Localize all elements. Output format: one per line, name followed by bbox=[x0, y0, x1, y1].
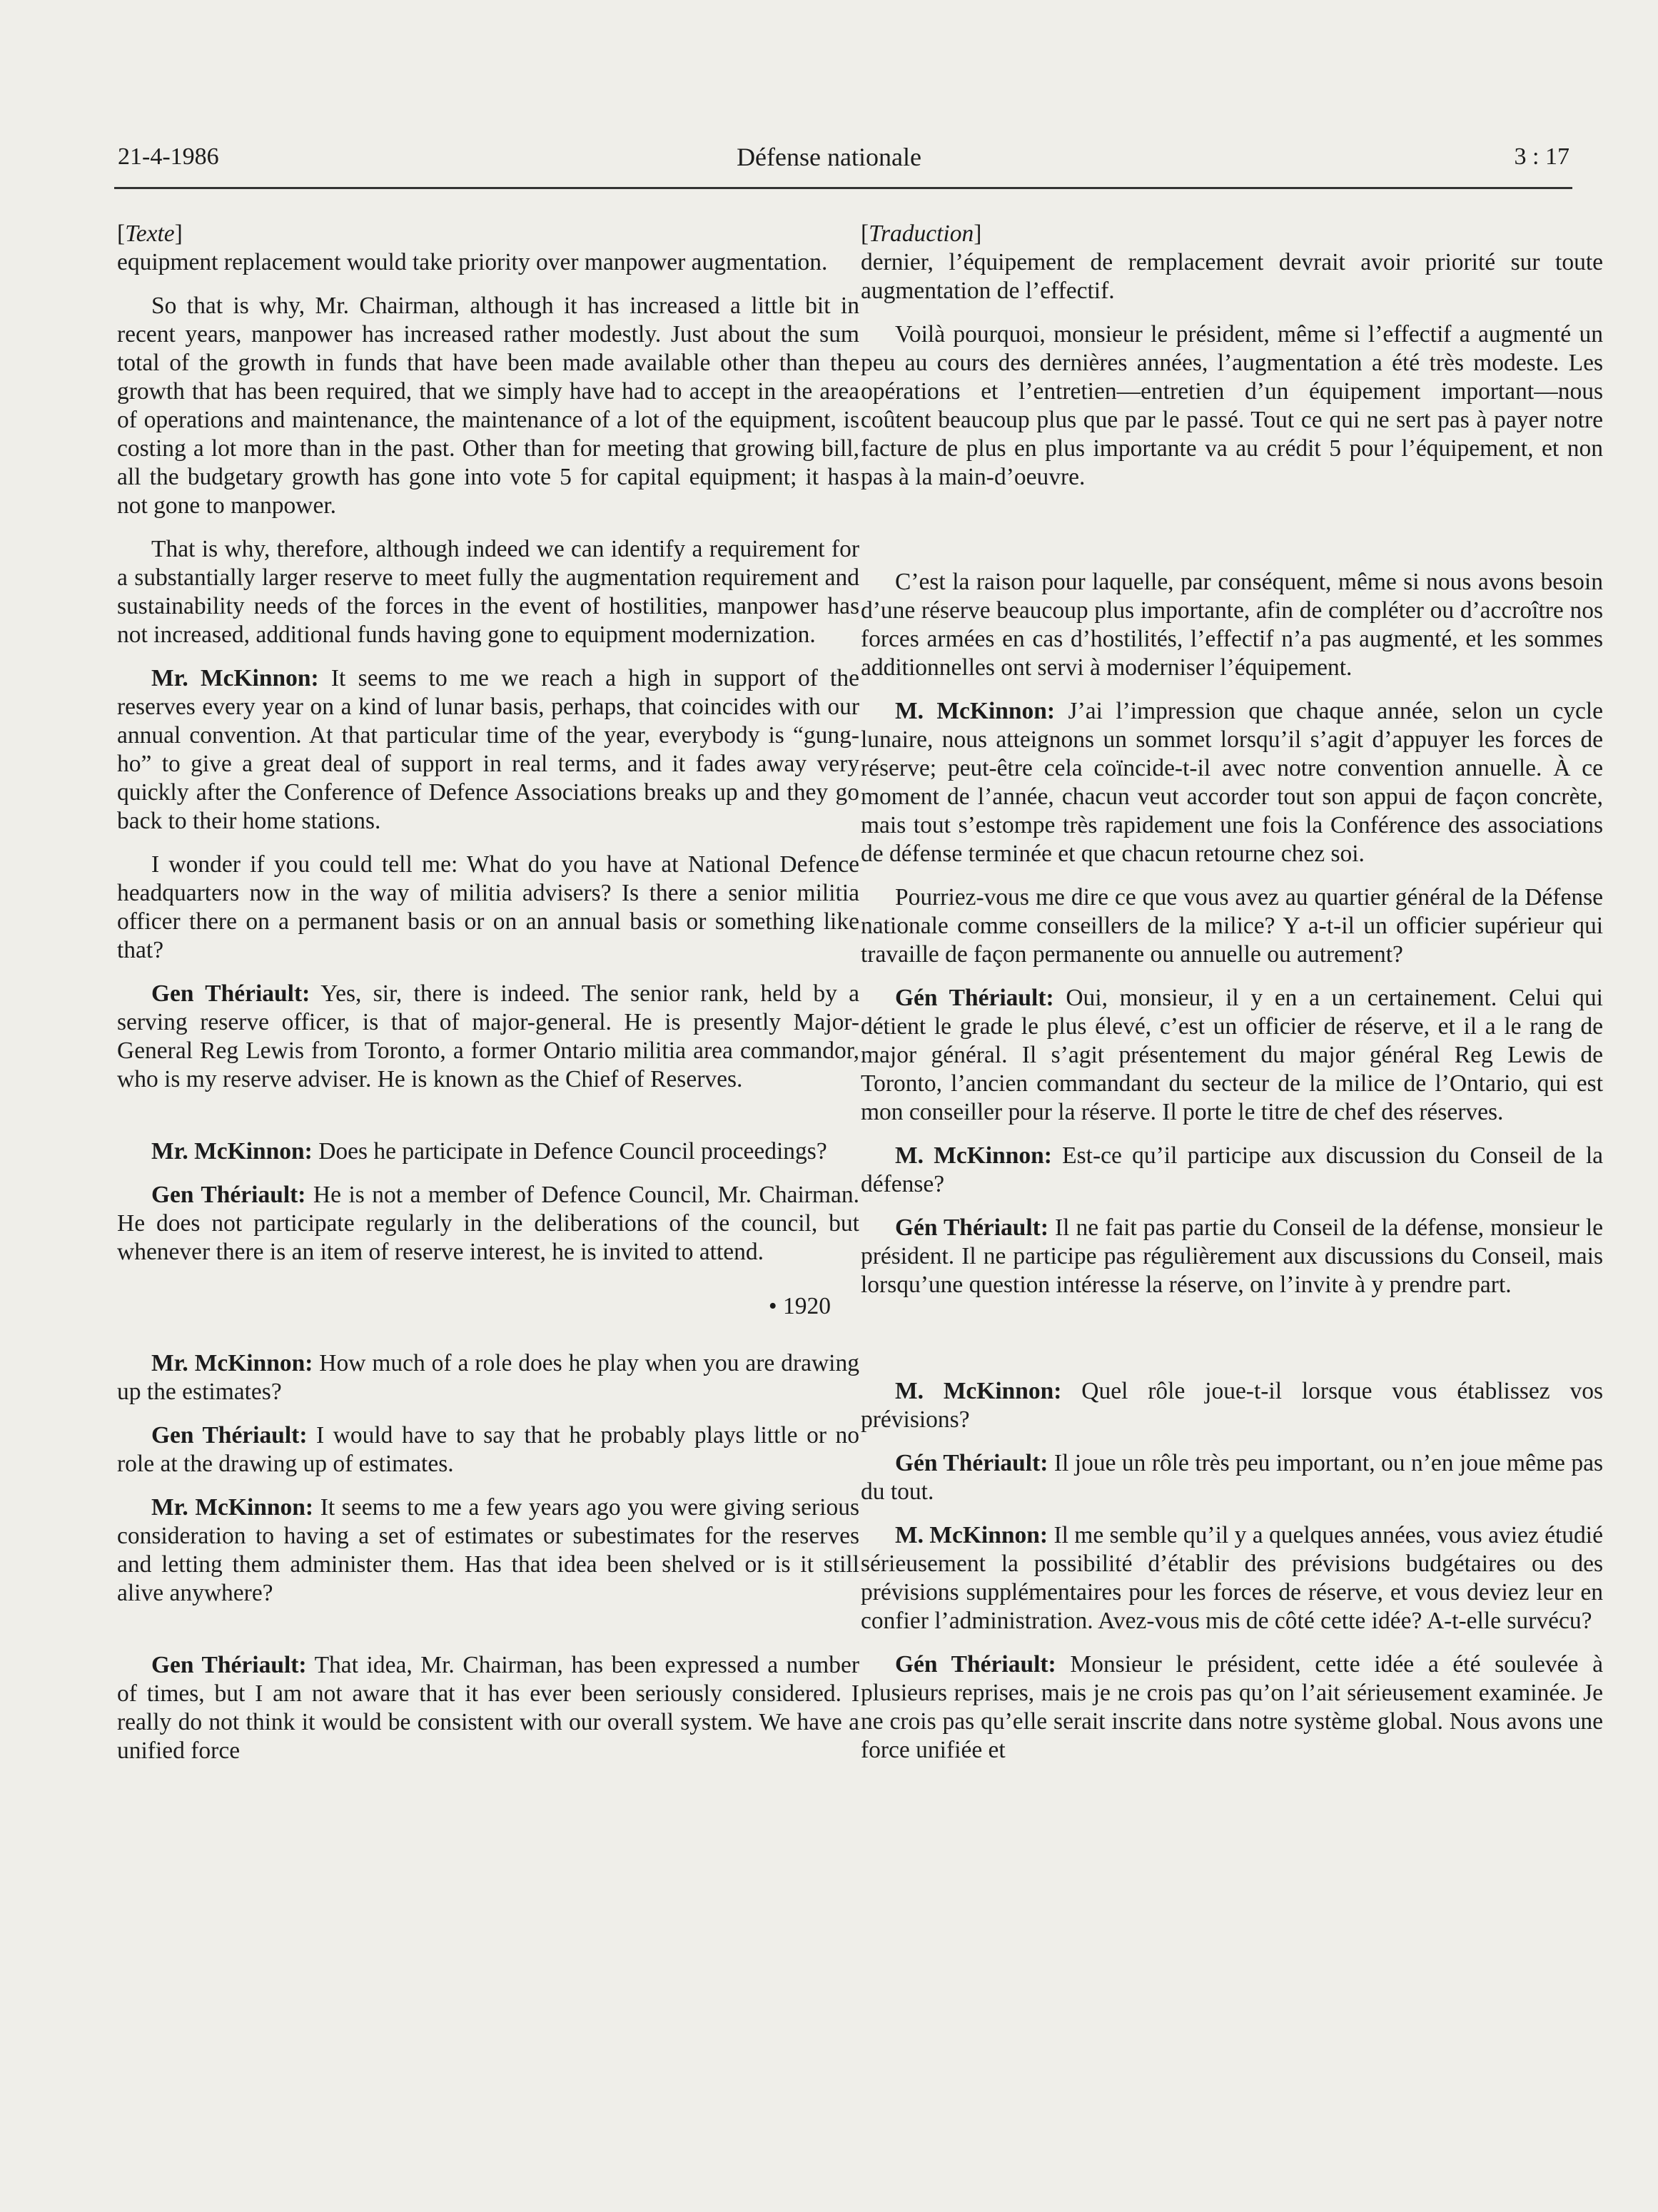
speaker-paragraph bbox=[117, 1421, 859, 1478]
speech-text: Does he participate in Defence Council proceedings? bbox=[312, 1138, 827, 1165]
speaker-paragraph bbox=[861, 1521, 1603, 1635]
speaker-name: Mr. McKinnon: bbox=[151, 1350, 313, 1376]
speaker-paragraph bbox=[117, 1137, 859, 1166]
speaker-name: M. McKinnon: bbox=[895, 1142, 1052, 1169]
speech-text: It seems to me a few years ago you were giving serious consideration to having a set of estimates or subestimates for the reserves and letting them administer them. Has that idea been shelved or is it still alive anywhere? bbox=[117, 1494, 859, 1606]
speaker-name: Mr. McKinnon: bbox=[151, 1138, 313, 1165]
paragraph: dernier, l’équipement de remplacement devrait avoir priorité sur toute augmentation de l’effectif. bbox=[861, 249, 1603, 304]
speaker-name: Gen Thériault: bbox=[151, 1182, 306, 1208]
speaker-paragraph bbox=[861, 1377, 1603, 1434]
speaker-paragraph bbox=[117, 1651, 859, 1765]
header-title: Défense nationale bbox=[737, 143, 921, 171]
speaker-name: M. McKinnon: bbox=[895, 698, 1056, 724]
speech-text: How much of a role does he play when you are drawing up the estimates? bbox=[117, 1350, 859, 1405]
speaker-name: Gén Thériault: bbox=[895, 1450, 1048, 1476]
speech-text: Monsieur le président, cette idée a été soulevée à plusieurs reprises, mais je ne crois pas qu’on l’ait sérieusement examinée. Je ne crois pas qu’elle serait inscrite dans notre système global. Nous avons une force unifiée et bbox=[861, 1651, 1603, 1763]
speech-text: J’ai l’impression que chaque année, selon un cycle lunaire, nous atteignons un sommet lorsqu’il s’agit d’appuyer les forces de réserve; peut-être cela coïncide-t-il avec notre convention annuelle. À ce moment de l’année, chacun veut accorder tout son appui de façon concrète, mais tout s’estompe très rapidement une fois la Conférence des associations de défense terminée et que chacun retourne chez soi. bbox=[861, 698, 1604, 867]
paragraph: C’est la raison pour laquelle, par conséquent, même si nous avons besoin d’une réserve beaucoup plus importante, afin de compléter ou d’accroître nos forces armées en cas d’hostilités, l’effectif n’a pas augmenté, et les sommes additionnelles ont servi à moderniser l’équipement. bbox=[861, 569, 1603, 681]
speaker-paragraph bbox=[861, 1449, 1603, 1506]
speech-text: Il joue un rôle très peu important, ou n’en joue même pas du tout. bbox=[861, 1450, 1603, 1505]
speaker-paragraph bbox=[861, 697, 1603, 868]
speaker-name: Gén Thériault: bbox=[895, 1651, 1056, 1678]
speaker-name: M. McKinnon: bbox=[895, 1378, 1062, 1404]
speech-text: Est-ce qu’il participe aux discussion du Conseil de la défense? bbox=[861, 1142, 1603, 1197]
speaker-paragraph bbox=[861, 1142, 1603, 1199]
header-date: 21-4-1986 bbox=[118, 143, 219, 170]
header-page-number: 3 : 17 bbox=[1514, 143, 1569, 170]
speaker-paragraph bbox=[117, 664, 859, 836]
paragraph: I wonder if you could tell me: What do you have at National Defence headquarters now in the way of militia advisers? Is there a senior militia officer there on a permanent basis or on an annual basis or something like that? bbox=[117, 851, 859, 963]
paragraph: So that is why, Mr. Chairman, although it has increased a little bit in recent years, manpower has increased rather modestly. Just about the sum total of the growth in funds that have been made available other than the growth that has been required, that we simply have had to accept in the area of operations and maintenance, the maintenance of a lot of the equipment, is costing a lot more than in the past. Other than for meeting that growing bill, all the budgetary growth has gone into vote 5 for capital equipment; it has not gone to manpower. bbox=[117, 293, 859, 519]
left-column bbox=[117, 220, 859, 1780]
paragraph: Voilà pourquoi, monsieur le président, même si l’effectif a augmenté un peu au cours des dernières années, l’augmentation a été très modeste. Les opérations et l’entretien—entretien d’un équipement important—nous coûtent beaucoup plus que par le passé. Tout ce qui ne sert pas à payer notre facture de plus en plus importante va au crédit 5 pour l’équipement, et non pas à la main-d’oeuvre. bbox=[861, 321, 1603, 490]
speech-text: That idea, Mr. Chairman, has been expressed a number of times, but I am not aware that it has ever been seriously considered. I really do not think it would be consistent with our overall system. We have a unified force bbox=[117, 1652, 859, 1764]
paragraph: Pourriez-vous me dire ce que vous avez au quartier général de la Défense nationale comme conseillers de la milice? Y a-t-il un officier supérieur qui travaille de façon permanente ou annuelle ou autrement? bbox=[861, 884, 1603, 968]
column-tag: [Traduction] bbox=[861, 220, 982, 247]
speech-text: It seems to me we reach a high in support of the reserves every year on a kind of lunar basis, perhaps, that coincides with our annual convention. At that particular time of the year, everybody is “gung-ho” to give a great deal of support in real terms, and it fades away very quickly after the Conference of Defence Associations breaks up and they go back to their home stations. bbox=[117, 665, 859, 834]
speaker-name: Gén Thériault: bbox=[895, 1214, 1048, 1241]
time-marker: • 1920 bbox=[768, 1293, 831, 1319]
speaker-paragraph bbox=[861, 984, 1603, 1127]
speaker-name: Gén Thériault: bbox=[895, 985, 1054, 1011]
speaker-name: Mr. McKinnon: bbox=[151, 1494, 314, 1521]
speaker-name: Gen Thériault: bbox=[151, 980, 310, 1007]
speech-text: He is not a member of Defence Council, Mr. Chairman. He does not participate regularly in the deliberations of the council, but whenever there is an item of reserve interest, he is invited to attend. bbox=[117, 1182, 859, 1265]
speaker-name: Gen Thériault: bbox=[151, 1652, 307, 1678]
speaker-name: M. McKinnon: bbox=[895, 1522, 1048, 1548]
speech-text: Yes, sir, there is indeed. The senior rank, held by a serving reserve officer, is that of major-general. He is presently Major-General Reg Lewis from Toronto, a former Ontario militia area commandor, who is my reserve adviser. He is known as the Chief of Reserves. bbox=[117, 980, 859, 1092]
speech-text: Quel rôle joue-t-il lorsque vous établissez vos prévisions? bbox=[861, 1378, 1603, 1433]
speech-text: I would have to say that he probably plays little or no role at the drawing up of estimates. bbox=[117, 1422, 859, 1477]
right-column bbox=[861, 220, 1603, 1780]
column-tag: [Texte] bbox=[117, 220, 183, 247]
speech-text: Il me semble qu’il y a quelques années, vous aviez étudié sérieusement la possibilité d’établir des prévisions budgétaires ou des prévisions supplémentaires pour les forces de réserve, et vous deviez leur en confier l’administration. Avez-vous mis de côté cette idée? A-t-elle survécu? bbox=[861, 1522, 1603, 1634]
header-rule bbox=[114, 187, 1572, 189]
speaker-paragraph bbox=[861, 1650, 1603, 1765]
speech-text: Oui, monsieur, il y en a un certainement. Celui qui détient le grade le plus élevé, c’est un officier de réserve, et il a le rang de major général. Il s’agit présentement du major général Reg Lewis de Toronto, l’ancien commandant du secteur de la milice de l’Ontario, qui est mon conseiller pour la réserve. Il porte le titre de chef des réserves. bbox=[861, 985, 1603, 1125]
paragraph: That is why, therefore, although indeed we can identify a requirement for a substantially larger reserve to meet fully the augmentation requirement and sustainability needs of the forces in the event of hostilities, manpower has not increased, additional funds having gone to equipment modernization. bbox=[117, 536, 859, 648]
speaker-paragraph bbox=[117, 1349, 859, 1406]
speaker-name: Gen Thériault: bbox=[151, 1422, 308, 1449]
speaker-paragraph bbox=[861, 1214, 1603, 1299]
speaker-paragraph bbox=[117, 1493, 859, 1608]
speech-text: Il ne fait pas partie du Conseil de la défense, monsieur le président. Il ne participe pas régulièrement aux discussions du Conseil, mais lorsqu’une question intéresse la réserve, on l’invite à y prendre part. bbox=[861, 1214, 1603, 1298]
speaker-paragraph bbox=[117, 1181, 859, 1267]
speaker-paragraph bbox=[117, 980, 859, 1094]
speaker-name: Mr. McKinnon: bbox=[151, 665, 319, 691]
paragraph: equipment replacement would take priority over manpower augmentation. bbox=[117, 249, 828, 275]
